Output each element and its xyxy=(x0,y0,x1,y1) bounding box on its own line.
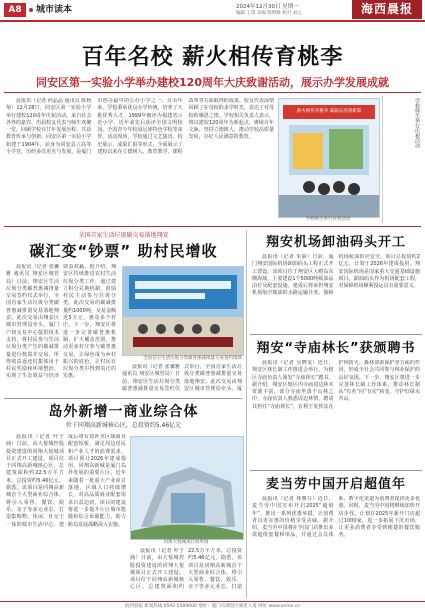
island-body: 晨报讯（记者 叶子涵）日前，由大悦城控股投资建设的同翔大悦城项目正式开工建设，项目位于同翔高新城核心区，总建筑面积约22.5万平方米，总投资约5.46亿元。据悉，该项目是同翔高新城首个大型商业综合体，将引入零售、餐饮、娱乐、亲子等多元业态，打造集购物、休闲、社交于一体的城市生活中心，建成后将有效补齐区域商业配套短板，满足周边居民和产业人才的消费需求。项目预计2026年建成投用。同翔高新城是厦门岛外发展的重要片区，近年来随着一批重大产业项目落地，区域人口持续增长，对高品质商业配套需求日益迫切。项目的建设将进一步提升片区城市能级和综合承载能力，助力跨岛发展战略深入实施。 xyxy=(6,434,126,528)
newspaper-logo: 海西晨报 xyxy=(352,0,422,19)
lead-body: 晨报讯（记者 何晶晶 通讯员 陈秋菊）12月28日，同安区第一实验小学举行建校120周年庆祝活动。来自社会各界的嘉宾、历届校友代表与师生欢聚一堂，回顾学校百廿年发展历程，共话教育传承与创新。同安区第一实验小学始建于1904年，前身为同安县立高等小学堂，历经多次更名与发展，是厦门市创办最早的公办小学之一。百余年来，学校秉承优良办学传统，培养了大批优秀人才，1999年被评为福建省示范小学，近年来先后获评全国文明校园、全国青少年校园足球特色学校等荣誉。活动现场，学校通过文艺演出、校史展示、成果汇报等形式，全面展示了建校以来在立德树人、教育教学、课程改革等方面取得的成果。校友代表深情回顾了在母校的求学时光，表达了对母校的感恩之情。学校相关负责人表示，将以建校120周年为新起点，赓续百年文脉，坚持立德树人，推动学校高质量发展，办好人民满意的教育。 xyxy=(6,98,274,156)
bullet-icon xyxy=(29,8,33,12)
island-body-cont: 晨报讯（记者 叶子涵）日前，由大悦城控股投资建设的同翔大悦城项目正式开工建设，项目位于同翔高新城核心区，总建筑面积约22.5万平方米，总投资约5.46亿元。据悉，该项目是同翔高新城首个大型商业综合体，将引入零售、餐饮、娱乐、亲子等多元业态，打造 xyxy=(130,548,242,591)
section-divider-2 xyxy=(4,398,242,399)
lead-side-column xyxy=(382,96,421,224)
lead-photo-caption: 学校师生举行庆祝活动 xyxy=(305,217,351,222)
section-divider xyxy=(4,226,421,227)
airport-headline: 翔安机场卸油码头开工 xyxy=(265,235,406,250)
section-divider-3 xyxy=(250,334,422,335)
airport-body: 晨报讯（记者 朱丽）日前，厦门翔安国际机场卸油码头工程正式开工建设。该项目位于翔安区大嶝岛东侧海域，主要建设1个5000吨级油品泊位及配套设施，建成后将承担翔安机场航空煤油的水路运输任务，保障机场航油供应安全。项目总投资约2亿元，计划于2026年建成投用。翔安国际机场是国家重大交通基础设施项目，卸油码头作为机场配套工程，对保障机场顺利投运具有重要意义。 xyxy=(252,254,420,297)
page-number-tag: A8 xyxy=(4,3,26,17)
island-subheadline: 位于同翔高新城核心区，总投资约5.46亿元 xyxy=(65,422,182,429)
issue-date: 2024年12月30日 星期一 xyxy=(236,4,299,10)
carbon-kicker: 全国首家生活垃圾碳交易落地翔安 xyxy=(78,232,169,239)
island-photo xyxy=(130,436,244,540)
island-headline: 岛外新增一商业综合体 xyxy=(48,404,199,420)
page-footer: 海西晨报 新闻热线 0592-5589000 地址：厦门市湖里区湖里大道 网址 www.xmnn.cn xyxy=(0,601,425,612)
mcd-body: 晨报讯（记者 林雅芬）近日，麦当劳中国宣布开启2025“超值年”，推出一系列优惠举措，让消费者以更实惠的价格享受美味。据介绍，麦当劳中国将在全国门店推出多款超值套餐和单品，并通过会员体系、数字化渠道为消费者提供更多优惠。同时，麦当劳中国将继续加快开店步伐，计划在2025年新开门店超过1000家，进一步拓展下沉市场，让更多消费者享受到便捷的餐饮服务。 xyxy=(252,496,420,539)
temple-body: 晨报讯（记者 吴晓雯）近日，翔安区林长制工作推进会举行，为辖区寺庙负责人颁发“寺庙林长”聘书。据介绍，翔安区辖区内寺庙周边林木资源丰富，部分寺庙坐落于山林之中，寺庙负责人熟悉周边林情，聘请其担任“寺庙林长”，有利于发挥其在护林防火、森林资源保护等方面的作用，形成全社会共同参与林业保护的良好氛围。下一步，翔安区将进一步完善林长制工作体系，推动林长制从“有名”向“有实”转变，守护好绿水青山。 xyxy=(252,360,420,410)
temple-headline: 翔安“寺庙林长”获颁聘书 xyxy=(256,341,416,356)
carbon-body: 晨报讯（记者 张馨雅 通讯员 翔安区城管局）日前，翔安区生活垃圾分类碳普惠减排量交易签约仪式举行，全国首家生活垃圾分类碳普惠减排量交易落地翔安。此次交易由翔安区城市管理局牵头，厦门产权交易中心提供技术支持，将村民参与生活垃圾分类产生的碳减排量进行核算并交易，所得收益返还村集体用于村民奖励和环境整治，实现了生态效益与经济效益双赢。据介绍，翔安区持续推进农村生活垃圾分类工作，通过建立积分兑换机制，鼓励村民主动参与垃圾分类。此次交易的碳减排量约1000吨，交易金额近5万元，惠及多个村庄。下一步，翔安区将进一步完善碳普惠机制，扩大覆盖范围，推动更多村庄参与碳普惠交易，让绿色成为乡村振兴的底色，让村民在垃圾分类中得到真正的实惠。 xyxy=(6,264,116,380)
lead-headline: 百年名校 薪火相传育桃李 xyxy=(81,45,344,70)
column-divider xyxy=(246,230,247,598)
section-title xyxy=(29,3,72,17)
lead-subheadline: 同安区第一实验小学举办建校120周年大庆致谢活动，展示办学发展成就 xyxy=(36,76,389,89)
section-label: 城市读本 xyxy=(36,5,73,15)
edition-info: 编辑 王琪 美编 殷智峰 校对 刘言 xyxy=(236,11,302,16)
section-divider-4 xyxy=(250,470,422,471)
carbon-photo xyxy=(122,266,244,356)
carbon-headline: 碳汇变“钞票” 助村民增收 xyxy=(29,242,218,260)
carbon-photo-caption: 全国首宗生活垃圾分类碳普惠减排量交易签约现场 xyxy=(143,356,242,361)
lead-photo xyxy=(278,98,380,218)
carbon-body-cont: 晨报讯（记者 张馨雅 通讯员 翔安区城管局）日前，翔安区生活垃圾分类碳普惠减排量交易签约仪式举行，全国首家生活垃圾分类碳普惠减排量交易落地翔安。此次交易由翔安区城市管理局牵头，厦 xyxy=(122,364,242,392)
photo-banner-text: 薪火相传育桃李 砥砺奋进谱新篇 xyxy=(296,109,362,114)
lead-rule xyxy=(4,92,421,93)
lead-side-text: 学校师生举行庆祝活动 xyxy=(414,98,420,148)
header-rule xyxy=(0,20,425,22)
mcd-headline: 麦当劳中国开启超值年 xyxy=(265,477,406,492)
island-photo-caption: 同翔大悦城项目效果图 xyxy=(163,540,209,545)
